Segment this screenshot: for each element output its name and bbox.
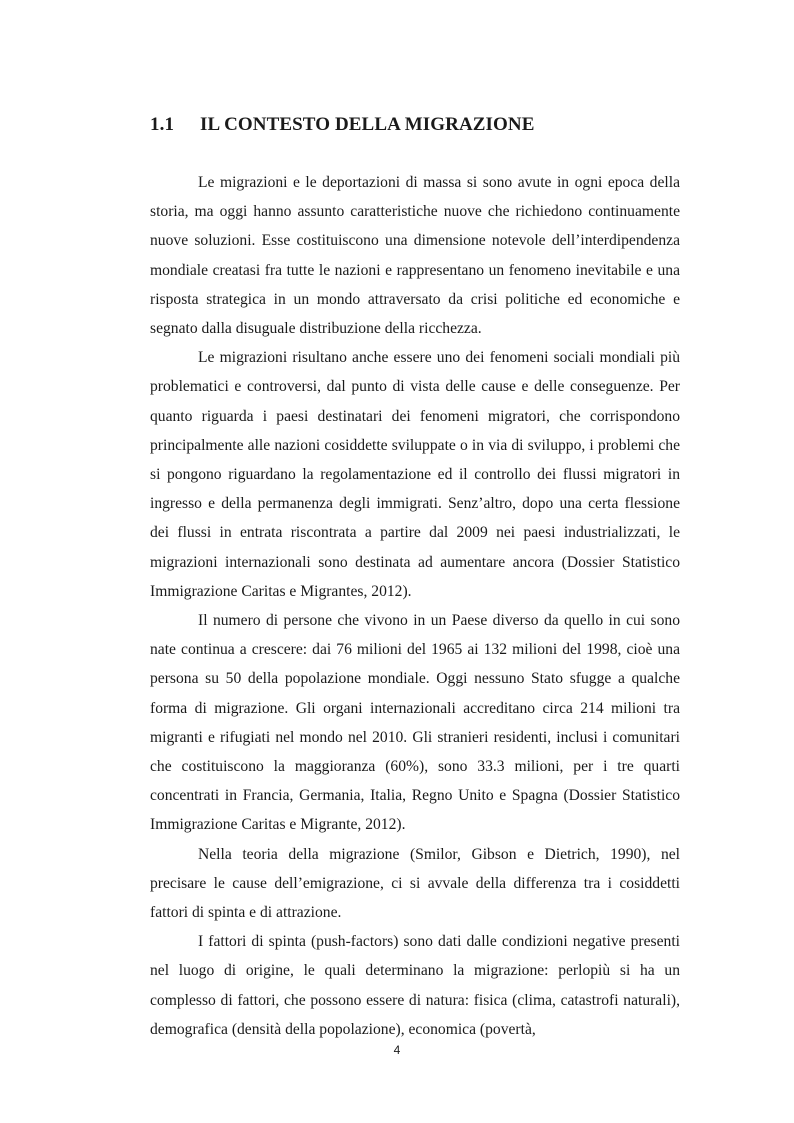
body-text (150, 168, 680, 1044)
section-number: 1.1 (150, 114, 175, 135)
paragraph: Le migrazioni e le deportazioni di massa si sono avute in ogni epoca della storia, ma oggi hanno assunto caratteristiche nuove che richiedono continuamente nuove soluzioni. Esse costituiscono una dimensione notevole dell’interdipendenza mondiale creatasi fra tutte le nazioni e rappresentano un fenomeno inevitabile e una risposta strategica in un mondo attraversato da crisi politiche ed economiche e segnato dalla disuguale distribuzione della ricchezza. (150, 174, 680, 338)
section-heading (150, 114, 535, 136)
paragraph: I fattori di spinta (push-factors) sono dati dalle condizioni negative presenti nel luogo di origine, le quali determinano la migrazione: perlopiù si ha un complesso di fattori, che possono essere di natura: fisica (clima, catastrofi naturali), demografica (densità della popolazione), economica (povertà, (150, 933, 680, 1038)
section-title: IL CONTESTO DELLA MIGRAZIONE (200, 114, 535, 135)
paragraph: Nella teoria della migrazione (Smilor, Gibson e Dietrich, 1990), nel precisare le cause dell’emigrazione, ci si avvale della differenza tra i cosiddetti fattori di spinta e di attrazione. (150, 845, 680, 922)
paragraph: Il numero di persone che vivono in un Paese diverso da quello in cui sono nate continua a crescere: dai 76 milioni del 1965 ai 132 milioni del 1998, cioè una persona su 50 della popolazione mondiale. Oggi nessuno Stato sfugge a qualche forma di migrazione. Gli organi internazionali accreditano circa 214 milioni tra migranti e rifugiati nel mondo nel 2010. Gli stranieri residenti, inclusi i comunitari che costituiscono la maggioranza (60%), sono 33.3 milioni, per i tre quarti concentrati in Francia, Germania, Italia, Regno Unito e Spagna (Dossier Statistico Immigrazione Caritas e Migrante, 2012). (150, 612, 680, 834)
page-number: 4 (393, 1043, 401, 1057)
paragraph: Le migrazioni risultano anche essere uno dei fenomeni sociali mondiali più problematici e controversi, dal punto di vista delle cause e delle conseguenze. Per quanto riguarda i paesi destinatari dei fenomeni migratori, che corrispondono principalmente alle nazioni cosiddette sviluppate o in via di sviluppo, i problemi che si pongono riguardano la regolamentazione ed il controllo dei flussi migratori in ingresso e della permanenza degli immigrati. Senz’altro, dopo una certa flessione dei flussi in entrata riscontrata a partire dal 2009 nei paesi industrializzati, le migrazioni internazionali sono destinata ad aumentare ancora (Dossier Statistico Immigrazione Caritas e Migrantes, 2012). (150, 349, 680, 600)
